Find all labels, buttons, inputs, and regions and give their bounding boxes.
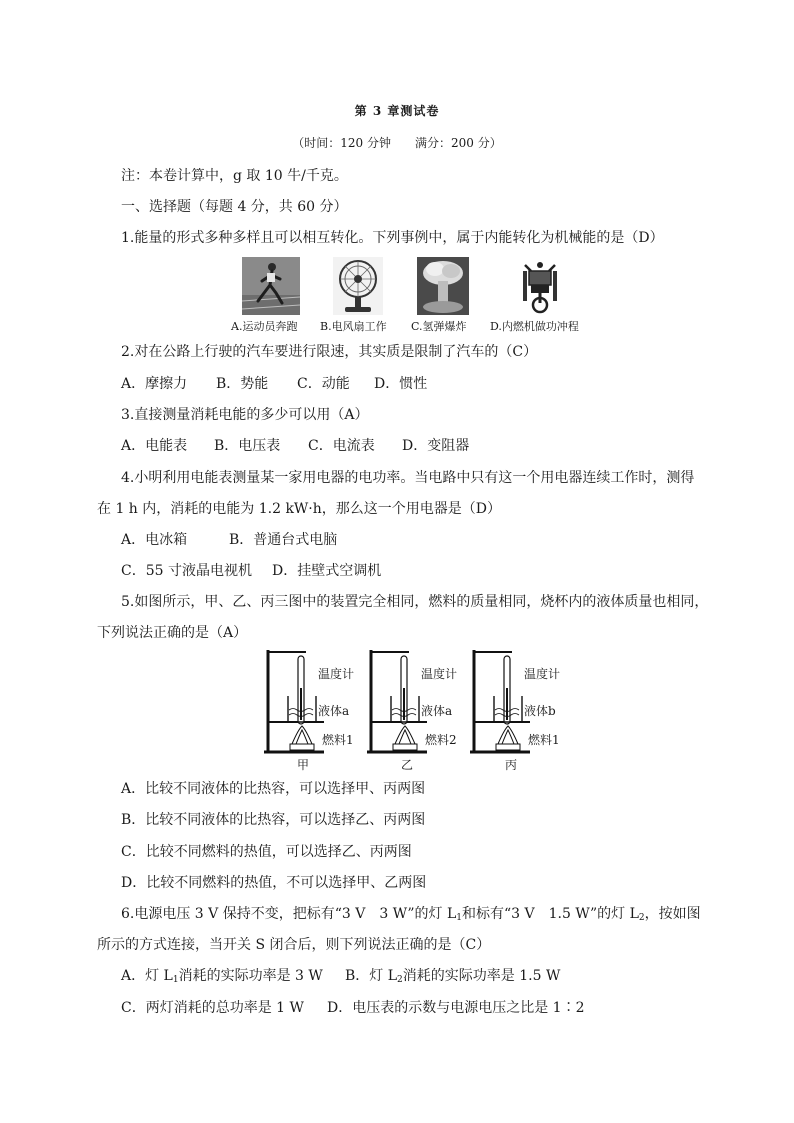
q6-sub-1: 1: [456, 913, 462, 923]
thermometer-label-3: 温度计: [524, 667, 561, 681]
engine-power-stroke-image: [517, 257, 563, 315]
fuel-label-3: 燃料1: [528, 733, 560, 747]
caption-d: D.内燃机做功冲程: [490, 320, 579, 333]
question-5-stem-line-2: 下列说法正确的是（A）: [97, 625, 248, 641]
q6-text-b: 和标有“3 V 1.5 W”的灯 L: [462, 906, 639, 922]
question-2-option-d: D．惯性: [374, 376, 428, 392]
question-6-option-a: [121, 965, 323, 985]
question-2-stem: 2.对在公路上行驶的汽车要进行限速，其实质是限制了汽车的（C）: [121, 344, 538, 360]
question-3-option-d: D．变阻器: [402, 438, 470, 454]
question-4-option-c: C．55 寸液晶电视机: [121, 563, 252, 579]
question-1-stem: 1.能量的形式多种多样且可以相互转化。下列事例中，属于内能转化为机械能的是（D）: [121, 230, 664, 246]
question-2-option-a: A．摩擦力: [121, 376, 188, 392]
figure-name-1: 甲: [297, 758, 310, 772]
caption-a: A.运动员奔跑: [231, 320, 298, 333]
liquid-label-2: 液体a: [421, 704, 453, 718]
q6-sub-2: 2: [638, 913, 645, 923]
figure-name-3: 丙: [505, 758, 518, 772]
exam-info: （时间：120 分钟 满分：200 分）: [292, 136, 502, 150]
question-3-option-c: C．电流表: [308, 438, 375, 454]
q6-opt-a-sub: 1: [172, 975, 179, 985]
liquid-label-1: 液体a: [318, 704, 350, 718]
q6-opt-b-sub: 2: [397, 975, 403, 985]
question-4-stem-line-2: 在 1 h 内，消耗的电能为 1.2 kW·h，那么这一个用电器是（D）: [97, 501, 502, 517]
section-heading: 一、选择题（每题 4 分，共 60 分）: [121, 199, 348, 215]
q6-opt-b-suffix: 消耗的实际功率是 1.5 W: [402, 968, 561, 984]
question-5-option-d: D．比较不同燃料的热值，不可以选择甲、乙两图: [121, 875, 427, 891]
question-4-option-b: B．普通台式电脑: [229, 532, 338, 548]
question-4-stem-line-1: 4.小明利用电能表测量某一家用电器的电功率。当电路中只有这一个用电器连续工作时，测得: [121, 470, 695, 486]
question-4-option-d: D．挂壁式空调机: [272, 563, 382, 579]
q6-opt-b-prefix: B．灯 L: [345, 968, 398, 984]
question-3-option-a: A．电能表: [121, 438, 188, 454]
question-6-option-b: [345, 965, 560, 985]
question-6-option-d: D．电压表的示数与电源电压之比是 1∶2: [327, 1000, 585, 1016]
note: 注：本卷计算中，g 取 10 牛/千克。: [121, 168, 348, 184]
page-title: 第 3 章测试卷: [354, 104, 440, 118]
runner-image: [242, 257, 300, 315]
thermometer-label-2: 温度计: [421, 667, 458, 681]
hydrogen-bomb-image: [417, 257, 469, 315]
q6-opt-a-suffix: 消耗的实际功率是 3 W: [178, 968, 323, 984]
fuel-label-1: 燃料1: [322, 733, 354, 747]
q6-opt-a-prefix: A．灯 L: [121, 968, 173, 984]
question-5-option-a: A．比较不同液体的比热容，可以选择甲、丙两图: [121, 781, 426, 797]
caption-b: B.电风扇工作: [320, 320, 387, 333]
question-6-option-c: C．两灯消耗的总功率是 1 W: [121, 1000, 304, 1016]
question-5-stem-line-1: 5.如图所示，甲、乙、丙三图中的装置完全相同，燃料的质量相同，烧杯内的液体质量也相同，: [121, 594, 709, 610]
question-4-option-a: A．电冰箱: [121, 532, 188, 548]
liquid-label-3: 液体b: [524, 704, 556, 718]
q6-text-c: ，按如图: [644, 906, 701, 922]
caption-c: C.氢弹爆炸: [411, 320, 467, 333]
thermometer-label-1: 温度计: [318, 667, 355, 681]
question-5-option-c: C．比较不同燃料的热值，可以选择乙、丙两图: [121, 844, 412, 860]
question-2-option-c: C．动能: [297, 376, 350, 392]
question-3-stem: 3.直接测量消耗电能的多少可以用（A）: [121, 407, 369, 423]
q6-text-a: 6.电源电压 3 V 保持不变，把标有“3 V 3 W”的灯 L: [121, 906, 457, 922]
electric-fan-image: [333, 257, 383, 315]
fuel-label-2: 燃料2: [425, 733, 457, 747]
question-5-option-b: B．比较不同液体的比热容，可以选择乙、丙两图: [121, 812, 426, 828]
question-2-option-b: B．势能: [216, 376, 269, 392]
figure-name-2: 乙: [401, 758, 414, 772]
question-6-stem-line-1: [121, 903, 701, 923]
question-6-stem-line-2: 所示的方式连接，当开关 S 闭合后，则下列说法正确的是（C）: [97, 937, 491, 953]
question-3-option-b: B．电压表: [214, 438, 281, 454]
